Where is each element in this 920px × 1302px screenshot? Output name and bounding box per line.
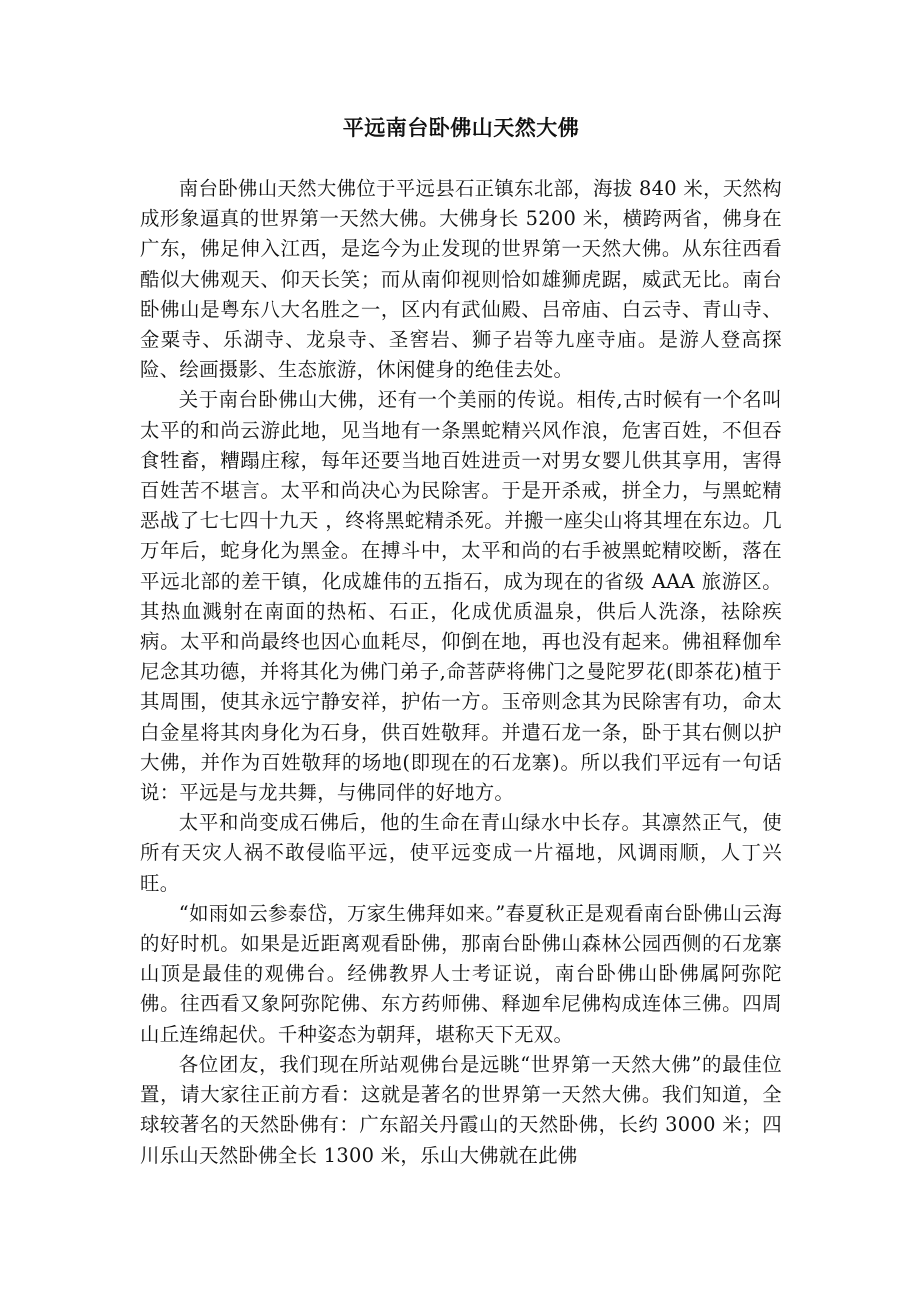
paragraph-intro: 南台卧佛山天然大佛位于平远县石正镇东北部，海拔 840 米，天然构成形象逼真的世界第一天然大佛。大佛身长 5200 米，横跨两省，佛身在广东，佛足伸入江西，是迄今为止发现的世界第一天然大佛。从东往西看酷似大佛观天、仰天长笑；而从南仰视则恰如雄狮虎踞，威武无比。南台卧佛山是粤东八大名胜之一，区内有武仙殿、吕帝庙、白云寺、青山寺、金粟寺、乐湖寺、龙泉寺、圣窖岩、狮子岩等九座寺庙。是游人登高探险、绘画摄影、生态旅游，休闲健身的绝佳去处。 <box>140 177 782 382</box>
document-title: 平远南台卧佛山天然大佛 <box>342 115 580 140</box>
paragraph-stone-buddha: 太平和尚变成石佛后，他的生命在青山绿水中长存。其凛然正气，使所有天灾人祸不敢侵临平远，使平远变成一片福地，风调雨顺，人丁兴旺。 <box>140 811 782 895</box>
document-page <box>140 110 782 1171</box>
paragraph-viewing-platform: 各位团友，我们现在所站观佛台是远眺“世界第一天然大佛”的最佳位置，请大家往正前方看：这就是著名的世界第一天然大佛。我们知道，全球较著名的天然卧佛有：广东韶关丹霞山的天然卧佛，长约 3000 米；四川乐山天然卧佛全长 1300 米，乐山大佛就在此佛 <box>140 1052 782 1167</box>
paragraph-legend: 关于南台卧佛山大佛，还有一个美丽的传说。相传,古时候有一个名叫太平的和尚云游此地，见当地有一条黑蛇精兴风作浪，危害百姓，不但吞食牲畜，糟蹋庄稼，每年还要当地百姓进贡一对男女婴儿供其享用，害得百姓苦不堪言。太平和尚决心为民除害。于是开杀戒，拼全力，与黑蛇精恶战了七七四十九天 ，终将黑蛇精杀死。并搬一座尖山将其埋在东边。几万年后，蛇身化为黑金。在搏斗中，太平和尚的右手被黑蛇精咬断，落在平远北部的差干镇，化成雄伟的五指石，成为现在的省级 AAA 旅游区。其热血溅射在南面的热柘、石正，化成优质温泉，供后人洗涤，祛除疾病。太平和尚最终也因心血耗尽，仰倒在地，再也没有起来。佛祖释伽牟尼念其功德，并将其化为佛门弟子,命菩萨将佛门之曼陀罗花(即茶花)植于其周围，使其永远宁静安祥，护佑一方。玉帝则念其为民除害有功，命太白金星将其肉身化为石身，供百姓敬拜。并遣石龙一条，卧于其右侧以护大佛，并作为百姓敬拜的场地(即现在的石龙寨)。所以我们平远有一句话说：平远是与龙共舞，与佛同伴的好地方。 <box>140 388 782 805</box>
paragraph-cloud-sea: “如雨如云参泰岱，万家生佛拜如来。”春夏秋正是观看南台卧佛山云海的好时机。如果是近距离观看卧佛，那南台卧佛山森林公园西侧的石龙寨山顶是最佳的观佛台。经佛教界人士考证说，南台卧佛山卧佛属阿弥陀佛。往西看又象阿弥陀佛、东方药师佛、释迦牟尼佛构成连体三佛。四周山丘连绵起伏。千种姿态为朝拜，堪称天下无双。 <box>140 901 782 1046</box>
